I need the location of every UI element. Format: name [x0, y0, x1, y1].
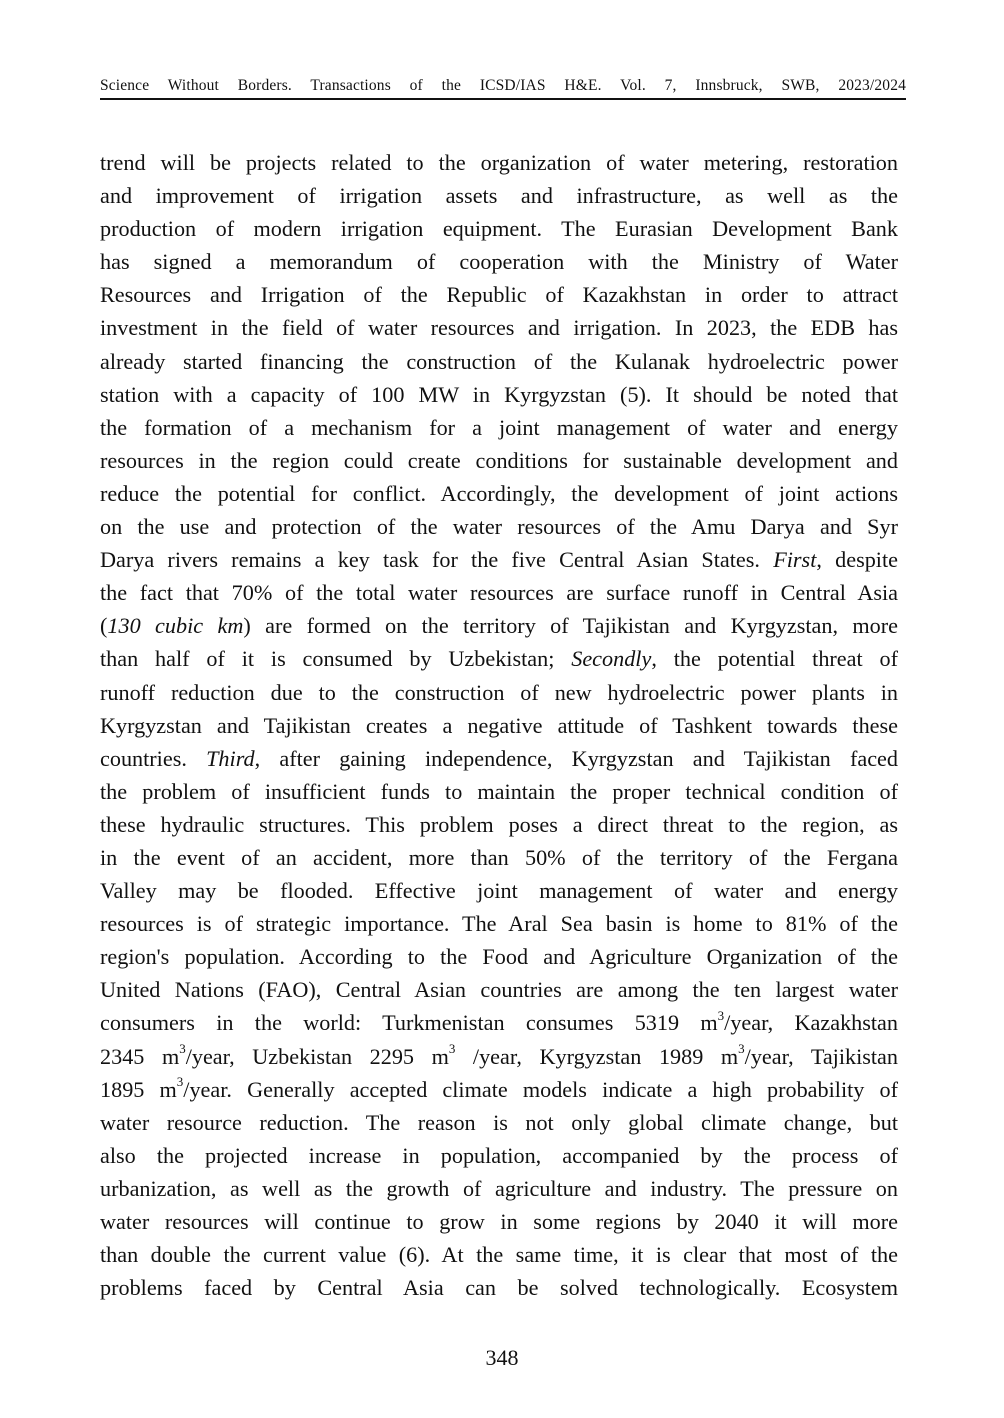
text-line [100, 1172, 898, 1205]
italic-text: First [773, 547, 817, 573]
text-line [100, 973, 898, 1006]
text-segment: Kyrgyzstan and Tajikistan creates a negative attitude of Tashkent towards these [100, 712, 898, 738]
text-line [100, 278, 898, 311]
superscript: 3 [448, 1041, 456, 1057]
superscript: 3 [179, 1041, 186, 1057]
text-segment: resources in the region could create conditions for sustainable development and [100, 447, 898, 473]
superscript: 3 [738, 1041, 745, 1057]
text-line [100, 444, 898, 477]
text-line [100, 1139, 898, 1172]
italic-text: Third [206, 745, 255, 771]
text-line [100, 146, 898, 179]
text-segment: , the potential threat of [651, 646, 899, 672]
text-line [100, 709, 898, 742]
running-header: Science Without Borders. Transactions of the ICSD/IAS H&E. Vol. 7, Innsbruck, SWB, 2023/2024 [100, 77, 906, 94]
text-line [100, 411, 898, 444]
text-segment: countries. [100, 745, 207, 771]
text-segment: United Nations (FAO), Central Asian countries are among the ten largest water [100, 977, 898, 1003]
text-line [100, 510, 898, 543]
text-segment: runoff reduction due to the construction of new hydroelectric power plants in [100, 679, 898, 705]
text-segment: the formation of a mechanism for a joint management of water and energy [100, 414, 898, 440]
text-line [100, 1040, 898, 1073]
text-segment: water resources will continue to grow in some regions by 2040 it will more [100, 1209, 898, 1234]
text-line [100, 345, 898, 378]
text-line [100, 1205, 898, 1238]
italic-text: Secondly [571, 646, 652, 672]
text-segment: /year, Kyrgyzstan 1989 m [455, 1043, 739, 1069]
text-line [100, 1073, 898, 1106]
text-segment: also the projected increase in population, accompanied by the process of [100, 1142, 898, 1168]
text-segment: , after gaining independence, Kyrgyzstan and Tajikistan faced [254, 745, 898, 771]
text-line [100, 543, 898, 576]
text-segment: station with a capacity of 100 MW in Kyrgyzstan (5). It should be noted that [100, 381, 898, 407]
text-segment: Darya rivers remains a key task for the five Central Asian States. [100, 547, 774, 573]
text-segment: than half of it is consumed by Uzbekistan; [100, 646, 572, 672]
text-segment: production of modern irrigation equipment. The Eurasian Development Bank [100, 216, 898, 242]
text-segment: reduce the potential for conflict. Accordingly, the development of joint actions [100, 480, 898, 506]
superscript: 3 [717, 1008, 725, 1024]
text-segment: ( [100, 613, 108, 639]
text-segment: 2345 m [100, 1043, 180, 1069]
text-line [100, 576, 898, 609]
text-line [100, 245, 898, 278]
body-paragraph [100, 146, 898, 1304]
text-segment: consumers in the world: Turkmenistan consumes 5319 m [100, 1010, 718, 1036]
text-segment: on the use and protection of the water resources of the Amu Darya and Syr [100, 514, 898, 540]
text-segment: these hydraulic structures. This problem poses a direct threat to the region, as [100, 811, 898, 837]
text-segment: urbanization, as well as the growth of agriculture and industry. The pressure on [100, 1175, 898, 1201]
text-line [100, 907, 898, 940]
text-segment: /year. Generally accepted climate models indicate a high probability of [183, 1076, 898, 1102]
text-line [100, 609, 898, 642]
text-segment: the problem of insufficient funds to maintain the proper technical condition of [100, 778, 898, 804]
text-line [100, 808, 898, 841]
text-segment: ) are formed on the territory of Tajikistan and Kyrgyzstan, more [243, 613, 899, 639]
text-segment: has signed a memorandum of cooperation with the Ministry of Water [100, 249, 898, 275]
text-segment: than double the current value (6). At the same time, it is clear that most of the [100, 1242, 898, 1268]
text-segment: resources is of strategic importance. The Aral Sea basin is home to 81% of the [100, 911, 898, 937]
page-number: 348 [485, 1345, 519, 1370]
text-segment: already started financing the construction of the Kulanak hydroelectric power [100, 348, 898, 374]
text-line [100, 179, 898, 212]
text-line [100, 212, 898, 245]
text-segment: region's population. According to the Food and Agriculture Organization of the [100, 944, 898, 970]
text-segment: water resource reduction. The reason is not only global climate change, but [100, 1109, 898, 1135]
text-segment: Resources and Irrigation of the Republic of Kazakhstan in order to attract [100, 282, 898, 308]
text-segment: /year, Uzbekistan 2295 m [185, 1043, 449, 1069]
text-line [100, 1238, 898, 1271]
text-line [100, 477, 898, 510]
text-segment: Valley may be flooded. Effective joint management of water and energy [100, 878, 898, 904]
text-line [100, 742, 898, 775]
text-line [100, 378, 898, 411]
text-segment: 1895 m [100, 1076, 177, 1102]
text-line [100, 676, 898, 709]
text-line [100, 1271, 898, 1304]
text-line [100, 874, 898, 907]
text-segment: and improvement of irrigation assets and infrastructure, as well as the [100, 183, 898, 209]
text-line [100, 940, 898, 973]
text-segment: problems faced by Central Asia can be solved technologically. Ecosystem [100, 1275, 898, 1301]
text-segment: /year, Kazakhstan [724, 1010, 898, 1036]
text-line [100, 1106, 898, 1139]
header-rule [100, 98, 906, 100]
text-line [100, 841, 898, 874]
italic-text: 130 cubic km [107, 613, 244, 639]
text-segment: , despite [816, 547, 898, 573]
text-line [100, 311, 898, 344]
text-segment: trend will be projects related to the organization of water metering, restoration [100, 150, 898, 175]
text-line [100, 642, 898, 675]
text-segment: /year, Tajikistan [744, 1043, 899, 1069]
text-segment: the fact that 70% of the total water resources are surface runoff in Central Asia [100, 580, 898, 606]
text-segment: in the event of an accident, more than 50% of the territory of the Fergana [100, 844, 898, 870]
text-segment: investment in the field of water resources and irrigation. In 2023, the EDB has [100, 315, 898, 341]
text-line [100, 1006, 898, 1039]
text-line [100, 775, 898, 808]
superscript: 3 [176, 1074, 184, 1090]
